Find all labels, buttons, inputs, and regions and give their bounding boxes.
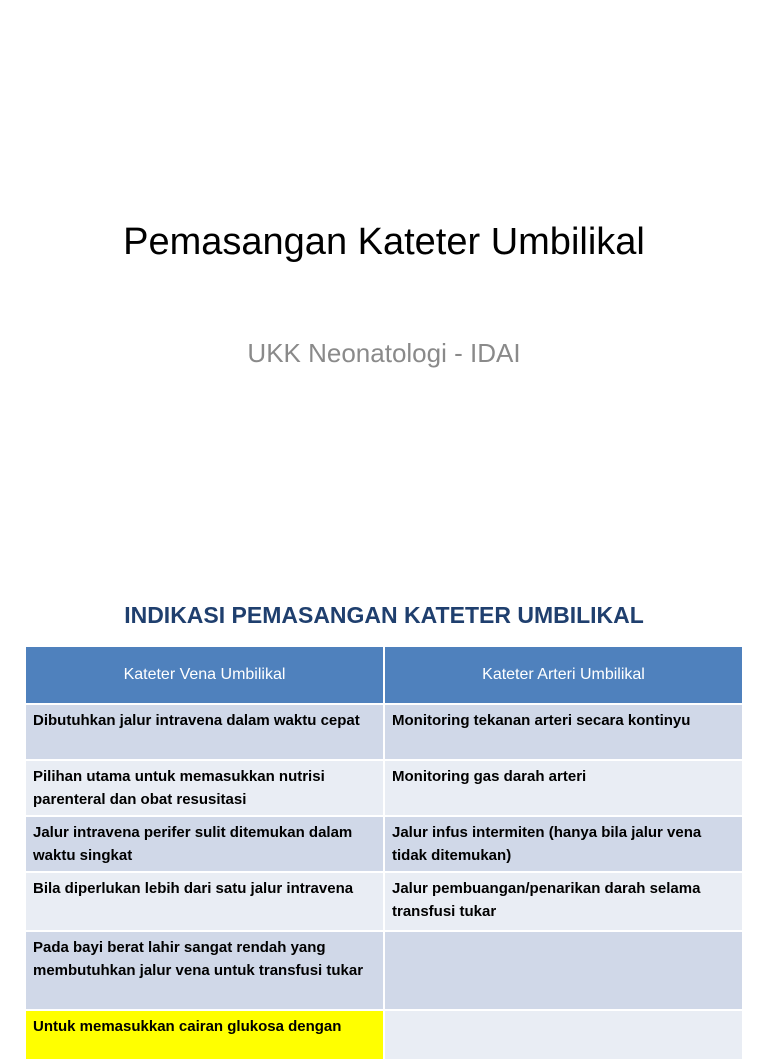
slide-heading: INDIKASI PEMASANGAN KATETER UMBILIKAL	[124, 602, 644, 628]
table-cell-vena: Dibutuhkan jalur intravena dalam waktu cepat	[26, 704, 384, 760]
slide-title: Pemasangan Kateter Umbilikal	[123, 221, 645, 263]
table-cell-vena: Pada bayi berat lahir sangat rendah yang membutuhkan jalur vena untuk transfusi tukar	[26, 931, 384, 1010]
column-header-vena: Kateter Vena Umbilikal	[26, 647, 384, 704]
table-cell-arteri: Jalur pembuangan/penarikan darah selama transfusi tukar	[384, 872, 742, 931]
column-header-arteri: Kateter Arteri Umbilikal	[384, 647, 742, 704]
table-row	[26, 704, 742, 760]
table-row	[26, 931, 742, 1010]
slide-subtitle: UKK Neonatologi - IDAI	[247, 338, 521, 368]
table-cell-arteri	[384, 931, 742, 1010]
table-cell-vena: Bila diperlukan lebih dari satu jalur intravena	[26, 872, 384, 931]
table-cell-arteri: Jalur infus intermiten (hanya bila jalur vena tidak ditemukan)	[384, 816, 742, 872]
table-cell-vena: Jalur intravena perifer sulit ditemukan dalam waktu singkat	[26, 816, 384, 872]
table-cell-arteri	[384, 1010, 742, 1059]
indication-slide	[0, 576, 768, 1035]
table-cell-vena-highlighted: Untuk memasukkan cairan glukosa dengan	[26, 1010, 384, 1059]
table-row	[26, 1010, 742, 1059]
table-header-row	[26, 647, 742, 704]
table-cell-arteri: Monitoring tekanan arteri secara kontinyu	[384, 704, 742, 760]
table-row	[26, 760, 742, 816]
table-row	[26, 872, 742, 931]
table-cell-vena: Pilihan utama untuk memasukkan nutrisi parenteral dan obat resusitasi	[26, 760, 384, 816]
indication-table	[26, 647, 742, 1059]
table-row	[26, 816, 742, 872]
table-cell-arteri: Monitoring gas darah arteri	[384, 760, 742, 816]
